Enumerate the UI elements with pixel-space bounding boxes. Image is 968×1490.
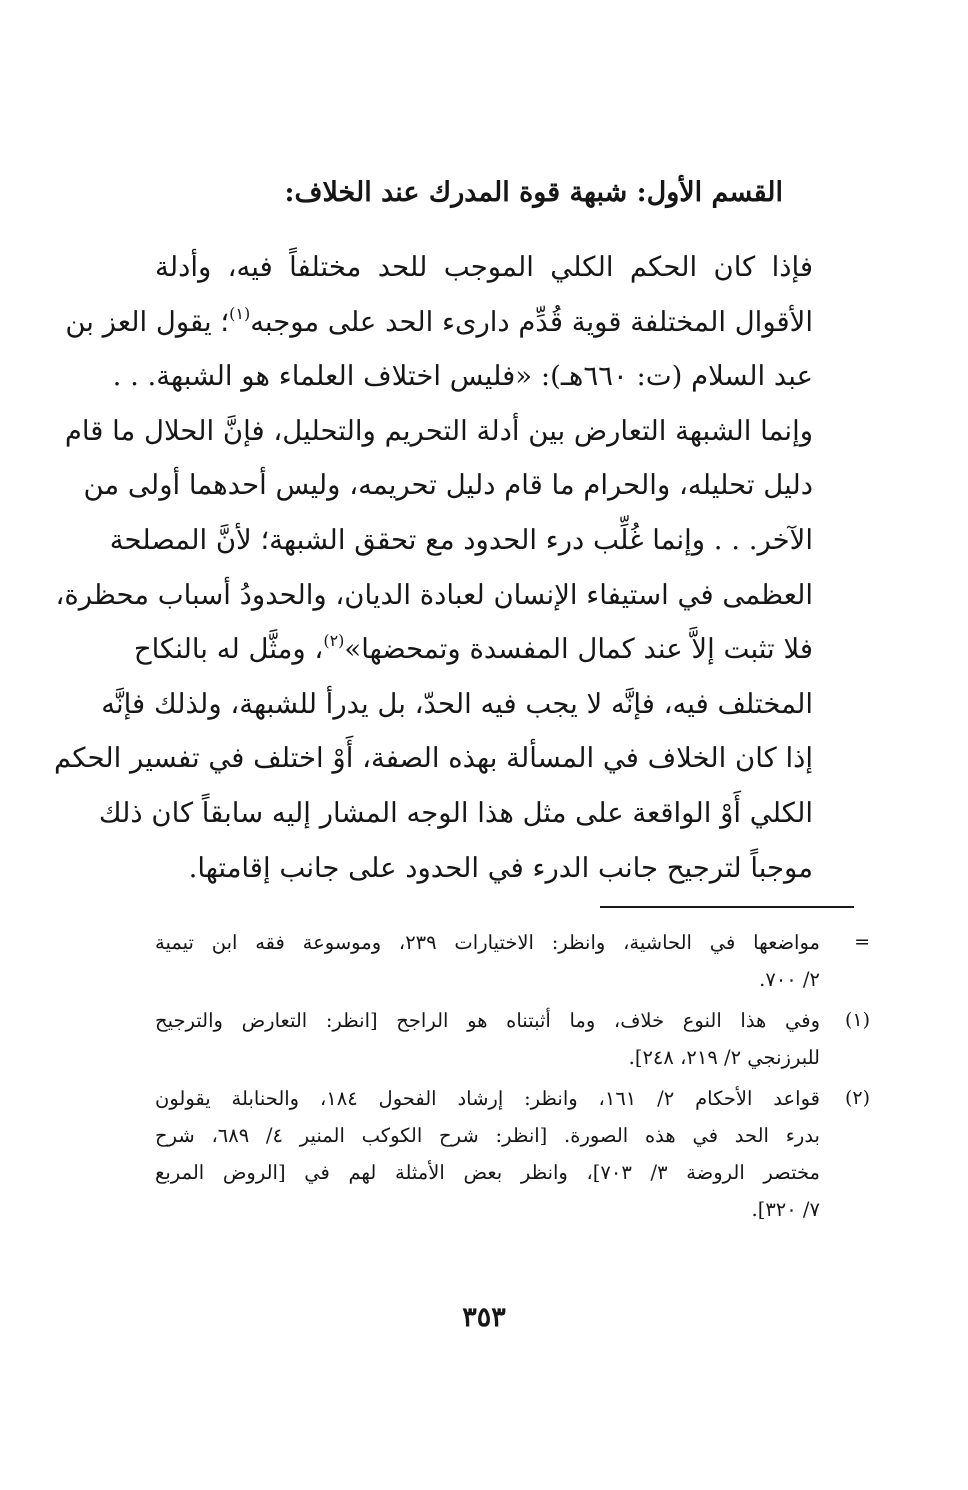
footnote-marker: =: [854, 931, 870, 953]
body-line: فإذا كان الحكم الكلي الموجب للحد مختلفاً فيه، وأدلة: [155, 251, 813, 283]
body-line: الآخر. . . وإنما غُلِّب درء الحدود مع تحقق الشبهة؛ لأنَّ المصلحة: [109, 523, 813, 556]
footnote-line: للبرزنجي ٢/ ٢١٩، ٢٤٨].: [628, 1046, 820, 1069]
body-paragraph: [54, 240, 813, 895]
footnote-1: [155, 1002, 870, 1076]
footnote-separator: [600, 906, 854, 908]
footnote-line: قواعد الأحكام ٢/ ١٦١، وانظر: إرشاد الفحول ١٨٤، والحنابلة يقولون: [155, 1087, 820, 1110]
section-heading: القسم الأول: شبهة قوة المدرك عند الخلاف:: [284, 177, 783, 208]
body-line: عبد السلام (ت: ٦٦٠هـ): «فليس اختلاف العلماء هو الشبهة. . .: [112, 360, 813, 393]
footnote-line: ٧/ ٣٢٠].: [751, 1198, 820, 1221]
footnote-ref: (١): [229, 303, 251, 323]
footnote-marker: (٢): [844, 1087, 870, 1109]
body-line: المختلف فيه، فإنَّه لا يجب فيه الحدّ، بل يدرأ للشبهة، ولذلك فإنَّه: [101, 687, 813, 720]
body-line: إذا كان الخلاف في المسألة بهذه الصفة، أَوْ اختلف في تفسير الحكم: [54, 742, 813, 775]
body-line: دليل تحليله، والحرام ما قام دليل تحريمه، وليس أحدهما أولى من: [83, 469, 813, 502]
body-line: الأقوال المختلفة قوية قُدِّم دارىء الحد على موجبه$^{(١)}$؛ يقول العز بن: [65, 303, 813, 338]
footnote-line: مواضعها في الحاشية، وانظر: الاختيارات ٢٣٩، وموسوعة فقه ابن تيمية: [155, 931, 820, 954]
body-line: موجباً لترجيح جانب الدرء في الحدود على جانب إقامتها.: [188, 851, 813, 884]
footnote-continued: [155, 924, 870, 998]
body-line: الكلي أَوْ الواقعة على مثل هذا الوجه المشار إليه سابقاً كان ذلك: [98, 796, 813, 829]
footnotes: [155, 924, 870, 1232]
footnote-line: بدرء الحد في هذه الصورة. [انظر: شرح الكوكب المنير ٤/ ٦٨٩، شرح: [155, 1124, 820, 1147]
footnote-line: مختصر الروضة ٣/ ٧٠٣]، وانظر بعض الأمثلة لهم في [الروض المربع: [155, 1161, 820, 1184]
body-line: فلا تثبت إلاَّ عند كمال المفسدة وتمحضها»$^{(٢)}$، ومثَّل له بالنكاح: [133, 631, 813, 666]
body-line: العظمى في استيفاء الإنسان لعبادة الديان، والحدودُ أسباب محظرة،: [55, 578, 813, 611]
body-line: وإنما الشبهة التعارض بين أدلة التحريم والتحليل، فإنَّ الحلال ما قام: [64, 414, 813, 447]
footnote-marker: (١): [844, 1009, 870, 1031]
footnote-ref: (٢): [323, 631, 345, 651]
footnote-line: ٢/ ٧٠٠.: [759, 968, 820, 991]
footnote-2: [155, 1080, 870, 1228]
footnote-line: وفي هذا النوع خلاف، وما أثبتناه هو الراجح [انظر: التعارض والترجيح: [155, 1009, 820, 1032]
page-number: ٣٥٣: [462, 1302, 506, 1333]
